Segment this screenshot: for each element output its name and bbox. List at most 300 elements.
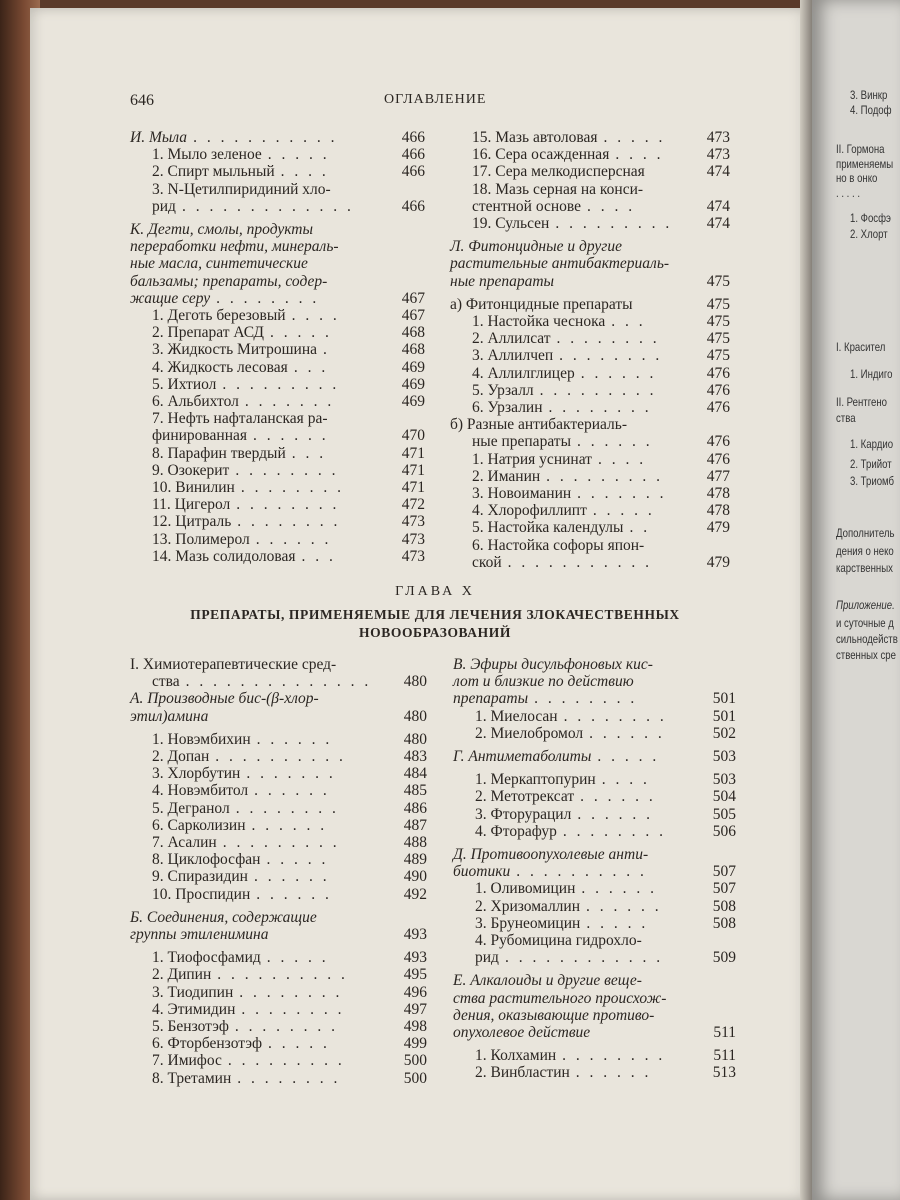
- toc-entry: [130, 181, 425, 198]
- toc-page-number: 478: [706, 502, 730, 520]
- toc-entry: [130, 1052, 427, 1069]
- toc-entry: [130, 513, 425, 530]
- toc-entry: [450, 485, 730, 502]
- toc-column-left-top: [130, 129, 425, 565]
- toc-page-number: 497: [403, 1000, 427, 1018]
- toc-entry-title: 3. Тиодипин: [152, 983, 234, 1001]
- toc-entry-title: 4. Этимидин: [152, 1000, 236, 1018]
- toc-leader-dots: . . . . . . . . .: [539, 381, 657, 399]
- toc-entry-title: 15. Мазь автоловая: [472, 129, 598, 146]
- right-page-text-fragment: ства: [836, 411, 856, 425]
- toc-entry: [130, 341, 425, 358]
- toc-entry: [130, 393, 425, 410]
- toc-entry: [130, 376, 425, 393]
- toc-entry: [450, 255, 730, 272]
- toc-leader-dots: . . . . . . . .: [237, 1069, 341, 1087]
- right-page-text-fragment: применяемы: [836, 157, 894, 171]
- toc-leader-dots: . . . . . . . . . . . .: [504, 949, 664, 967]
- toc-page-number: 469: [401, 393, 425, 411]
- toc-entry-title: 17. Сера мелкодисперсная: [472, 163, 645, 181]
- toc-leader-dots: . . . .: [291, 307, 340, 325]
- toc-entry-title: 2. Дипин: [152, 966, 212, 984]
- toc-entry: [453, 972, 736, 989]
- toc-entry-title: 1. Тиофосфамид: [152, 949, 261, 967]
- toc-entry-title: 4. Аллилглицер: [472, 364, 575, 382]
- toc-entry: [450, 181, 730, 198]
- toc-page-number: 478: [706, 485, 730, 503]
- toc-entry: [450, 433, 730, 450]
- toc-page-number: 474: [706, 197, 730, 215]
- toc-leader-dots: . . . . . . . . . . .: [507, 553, 653, 571]
- toc-entry-title: 1. Колхамин: [475, 1047, 557, 1065]
- toc-entry: [130, 129, 425, 146]
- toc-entry: [453, 932, 736, 949]
- toc-entry: [130, 163, 425, 180]
- toc-leader-dots: . . . . . . . . . . . . .: [181, 197, 354, 215]
- toc-entry-title: 19. Сульсен: [472, 215, 550, 233]
- toc-column-right-bottom: [453, 656, 736, 1082]
- toc-page-number: 502: [712, 724, 736, 742]
- toc-entry: [130, 221, 425, 238]
- toc-leader-dots: . . . . . .: [576, 433, 653, 451]
- toc-page-number: 476: [706, 433, 730, 451]
- toc-page-number: 507: [712, 863, 736, 881]
- toc-page-number: 466: [401, 129, 425, 146]
- toc-entry-title: 9. Озокерит: [152, 461, 230, 479]
- toc-entry-title: ства растительного происхож-: [453, 989, 667, 1007]
- toc-entry: [130, 984, 427, 1001]
- toc-entry-title: 10. Винилин: [152, 479, 235, 497]
- toc-entry: [450, 238, 730, 255]
- toc-page-number: 468: [401, 341, 425, 359]
- toc-page-number: 473: [401, 530, 425, 548]
- toc-entry-title: 3. Брунеомицин: [475, 914, 581, 932]
- toc-page-number: 466: [401, 146, 425, 164]
- toc-entry: [453, 846, 736, 863]
- toc-entry: [453, 990, 736, 1007]
- toc-page-number: 500: [403, 1069, 427, 1087]
- toc-entry: [453, 1064, 736, 1081]
- toc-page-number: 471: [401, 479, 425, 497]
- toc-entry-title: рид: [475, 949, 499, 967]
- toc-entry-title: 9. Спиразидин: [152, 868, 248, 886]
- toc-entry-title: финированная: [152, 427, 248, 445]
- toc-page-number: 511: [713, 1047, 736, 1065]
- toc-entry: [453, 880, 736, 897]
- toc-leader-dots: . . . . . .: [253, 868, 330, 886]
- right-page-text-fragment: 2. Хлорт: [850, 227, 888, 241]
- toc-leader-dots: . . . . . . . .: [216, 289, 320, 307]
- toc-entry-title: Л. Фитонцидные и другие: [450, 238, 622, 256]
- toc-page-number: 492: [403, 885, 427, 903]
- toc-page-number: 508: [712, 897, 736, 915]
- toc-leader-dots: . . . . . .: [251, 816, 328, 834]
- toc-leader-dots: . . . . .: [603, 129, 666, 146]
- toc-entry: [450, 519, 730, 536]
- toc-page-number: 509: [712, 949, 736, 967]
- toc-leader-dots: . . . . . . . .: [236, 496, 340, 514]
- toc-leader-dots: . . . . .: [267, 146, 330, 164]
- toc-page-number: 471: [401, 461, 425, 479]
- toc-entry-title: жащие серу: [130, 289, 211, 307]
- page-header: [130, 92, 740, 114]
- toc-leader-dots: . . . . . . . . .: [227, 1052, 345, 1070]
- toc-entry: [130, 531, 425, 548]
- toc-entry-title: ства: [152, 673, 180, 691]
- toc-column-right-top: [450, 129, 730, 571]
- toc-leader-dots: . . . . . . . .: [234, 1018, 339, 1036]
- toc-leader-dots: . . .: [301, 547, 336, 565]
- toc-entry: [453, 771, 736, 788]
- toc-entry-title: 3. Жидкость Митрошина: [152, 341, 317, 359]
- toc-leader-dots: . . . . . .: [575, 1064, 652, 1082]
- toc-leader-dots: . . . .: [615, 146, 664, 164]
- toc-entry-title: 4. Новэмбитол: [152, 782, 249, 800]
- toc-entry: [130, 548, 425, 565]
- toc-entry-title: 2. Аллилсат: [472, 330, 551, 348]
- right-page-text-fragment: 2. Трийот: [850, 457, 892, 471]
- toc-leader-dots: . . . . . . . . . .: [215, 748, 346, 766]
- toc-entry-title: 5. Бензотэф: [152, 1018, 229, 1036]
- toc-entry-title: Б. Соединения, содержащие: [130, 908, 317, 926]
- toc-entry-title: препараты: [453, 690, 529, 708]
- toc-page-number: 503: [712, 748, 736, 766]
- toc-page-number: 467: [401, 307, 425, 325]
- chapter-title-line1: ПРЕПАРАТЫ, ПРИМЕНЯЕМЫЕ ДЛЯ ЛЕЧЕНИЯ ЗЛОКАЧЕСТВЕННЫХ: [190, 607, 680, 622]
- toc-entry: [130, 748, 427, 765]
- toc-page-number: 486: [403, 799, 427, 817]
- toc-entry: [450, 554, 730, 571]
- toc-entry: [130, 445, 425, 462]
- toc-page-number: 484: [403, 765, 427, 783]
- toc-entry: [130, 324, 425, 341]
- toc-leader-dots: . . . . . . . .: [240, 479, 344, 497]
- toc-leader-dots: . . . . . . . .: [235, 799, 339, 817]
- toc-page-number: 472: [401, 496, 425, 514]
- toc-page-number: 475: [706, 347, 730, 365]
- toc-page-number: 489: [403, 851, 427, 869]
- right-page-text-fragment: II. Рентгено: [836, 395, 887, 409]
- toc-entry-title: 4. Жидкость лесовая: [152, 358, 288, 376]
- toc-entry: [130, 656, 427, 673]
- toc-entry: [450, 399, 730, 416]
- toc-leader-dots: . . . . .: [592, 502, 655, 520]
- toc-entry-title: 5. Урзалл: [472, 381, 534, 399]
- toc-entry-title: стентной основе: [472, 197, 581, 215]
- toc-entry-title: 8. Циклофосфан: [152, 851, 261, 869]
- chapter-title: [130, 606, 740, 642]
- toc-entry-title: переработки нефти, минераль-: [130, 238, 339, 256]
- right-page-text-fragment: . . . . .: [836, 186, 861, 200]
- toc-entry-title: 5. Ихтиол: [152, 375, 217, 393]
- toc-entry-title: этил)амина: [130, 707, 209, 725]
- toc-entry: [453, 898, 736, 915]
- toc-page-number: 493: [403, 926, 427, 944]
- toc-page-number: 477: [706, 467, 730, 485]
- toc-entry-title: 6. Сарколизин: [152, 816, 246, 834]
- toc-entry: [450, 129, 730, 146]
- toc-entry: [130, 909, 427, 926]
- toc-entry: [130, 690, 427, 707]
- toc-page-number: 474: [706, 163, 730, 181]
- toc-leader-dots: . . . . . . . . . .: [217, 966, 348, 984]
- toc-leader-dots: . . . . . .: [581, 880, 658, 898]
- toc-page-number: 479: [706, 519, 730, 537]
- toc-column-left-bottom: [130, 656, 427, 1087]
- toc-leader-dots: . . . . . . . . .: [555, 215, 673, 233]
- toc-entry-title: биотики: [453, 863, 511, 881]
- toc-leader-dots: . . . . .: [268, 1035, 330, 1053]
- toc-page-number: 508: [712, 914, 736, 932]
- toc-leader-dots: . . . . .: [266, 949, 329, 967]
- toc-entry: [130, 462, 425, 479]
- toc-page-number: 470: [401, 427, 425, 445]
- toc-entry-title: 1. Натрия уснинат: [472, 450, 592, 468]
- toc-entry: [453, 806, 736, 823]
- toc-leader-dots: . . . . . .: [580, 788, 656, 806]
- toc-entry: [130, 273, 425, 290]
- toc-leader-dots: . . . . .: [586, 914, 649, 932]
- toc-leader-dots: . . . . . .: [253, 427, 329, 445]
- toc-entry-title: 2. Спирт мыльный: [152, 163, 275, 181]
- toc-entry-title: 1. Новэмбихин: [152, 730, 251, 748]
- toc-leader-dots: . . . . . . .: [244, 393, 335, 411]
- toc-page-number: 475: [706, 272, 730, 290]
- toc-entry-title: ные препараты: [472, 433, 571, 451]
- toc-leader-dots: . . . . . .: [256, 885, 332, 903]
- toc-page-number: 471: [401, 444, 425, 462]
- toc-entry: [453, 1024, 736, 1041]
- toc-entry-title: 3. Аллилчеп: [472, 347, 554, 365]
- right-page-text-fragment: 4. Подоф: [850, 103, 892, 117]
- toc-entry-title: 1. Меркаптопурин: [475, 771, 596, 789]
- toc-leader-dots: . . . . . . . .: [559, 347, 663, 365]
- toc-entry: [453, 725, 736, 742]
- chapter-title-line2: НОВООБРАЗОВАНИЙ: [359, 625, 511, 640]
- toc-page-number: 473: [401, 547, 425, 565]
- toc-leader-dots: . . . . . . . .: [237, 513, 341, 531]
- toc-entry-title: группы этиленимина: [130, 926, 269, 944]
- toc-entry: [453, 915, 736, 932]
- right-page-text-fragment: II. Гормона: [836, 142, 885, 156]
- toc-page-number: 506: [712, 822, 736, 840]
- toc-entry: [453, 656, 736, 673]
- toc-entry-title: 1. Миелосан: [475, 707, 558, 725]
- toc-entry-title: В. Эфиры дисульфоновых кис-: [453, 656, 653, 673]
- toc-leader-dots: . . . . . .: [586, 897, 662, 915]
- toc-entry: [130, 868, 427, 885]
- toc-page-number: 503: [712, 771, 736, 789]
- toc-leader-dots: . . . . . . . . . . . . . .: [185, 673, 372, 691]
- toc-entry: [130, 782, 427, 799]
- toc-entry-title: дения, оказывающие противо-: [453, 1006, 655, 1024]
- toc-entry: [450, 273, 730, 290]
- toc-entry: [130, 949, 427, 966]
- toc-page-number: 480: [403, 730, 427, 748]
- toc-entry: [130, 834, 427, 851]
- toc-entry-title: 6. Урзалин: [472, 399, 543, 417]
- toc-entry-title: 6. Фторбензотэф: [152, 1035, 263, 1053]
- toc-entry: [453, 1047, 736, 1064]
- toc-entry-title: 7. Нефть нафталанская ра-: [152, 410, 328, 428]
- toc-entry: [130, 765, 427, 782]
- toc-entry: [453, 949, 736, 966]
- toc-entry-title: 3. Фторурацил: [475, 805, 572, 823]
- toc-entry-title: 14. Мазь солидоловая: [152, 547, 296, 565]
- toc-leader-dots: . . . . . . . . . .: [516, 863, 647, 881]
- toc-entry-title: 5. Настойка календулы: [472, 519, 624, 537]
- toc-entry-title: 1. Мыло зеленое: [152, 146, 262, 164]
- toc-page-number: 476: [706, 364, 730, 382]
- toc-entry-title: 1. Настойка чеснока: [472, 313, 606, 331]
- toc-page-number: 476: [706, 450, 730, 468]
- toc-entry: [130, 238, 425, 255]
- toc-entry: [130, 359, 425, 376]
- toc-leader-dots: . . .: [293, 358, 329, 376]
- toc-page-number: 499: [403, 1035, 427, 1053]
- toc-page-number: 466: [401, 163, 425, 181]
- toc-page-number: 485: [403, 782, 427, 800]
- toc-entry: [130, 1070, 427, 1087]
- book-page-right: [812, 0, 900, 1200]
- toc-entry: [130, 800, 427, 817]
- toc-entry: [453, 690, 736, 707]
- toc-entry-title: И. Мыла: [130, 129, 188, 146]
- right-page-text-fragment: Дополнитель: [836, 526, 895, 540]
- toc-page-number: 495: [403, 966, 427, 984]
- toc-page-number: 501: [712, 707, 736, 725]
- right-page-text-fragment: сильнодейств: [836, 632, 898, 646]
- toc-entry: [130, 926, 427, 943]
- toc-entry: [450, 198, 730, 215]
- toc-entry: [450, 215, 730, 232]
- toc-page-number: 487: [403, 816, 427, 834]
- toc-entry-title: 3. N-Цетилпиридиний хло-: [152, 180, 331, 198]
- toc-entry: [450, 502, 730, 519]
- toc-entry-title: 2. Винбластин: [475, 1064, 570, 1082]
- toc-entry: [450, 330, 730, 347]
- toc-page-number: 474: [706, 215, 730, 233]
- page-number: 646: [130, 92, 154, 109]
- toc-entry: [453, 788, 736, 805]
- toc-entry-title: 5. Дегранол: [152, 799, 230, 817]
- toc-page-number: 480: [403, 707, 427, 725]
- toc-entry: [130, 966, 427, 983]
- toc-page-number: 469: [401, 375, 425, 393]
- toc-entry: [453, 748, 736, 765]
- toc-entry: [453, 673, 736, 690]
- toc-entry-title: 4. Фторафур: [475, 822, 557, 840]
- toc-page-number: 476: [706, 381, 730, 399]
- toc-page-number: 480: [403, 673, 427, 691]
- toc-entry-title: 8. Третамин: [152, 1069, 232, 1087]
- toc-entry: [130, 673, 427, 690]
- toc-page-number: 475: [706, 330, 730, 348]
- toc-entry-title: 12. Цитраль: [152, 513, 232, 531]
- toc-entry-title: А. Производные бис-(β-хлор-: [130, 690, 319, 708]
- toc-entry: [453, 1007, 736, 1024]
- toc-page-number: 469: [401, 358, 425, 376]
- right-page-text-fragment: и суточные д: [836, 616, 894, 630]
- toc-entry: [450, 468, 730, 485]
- toc-entry: [130, 410, 425, 427]
- toc-entry-title: 6. Альбихтол: [152, 393, 239, 411]
- toc-entry-title: 7. Асалин: [152, 834, 217, 852]
- toc-page-number: 511: [713, 1024, 736, 1042]
- toc-entry: [453, 708, 736, 725]
- toc-leader-dots: . . . . . .: [256, 730, 333, 748]
- toc-entry: [450, 416, 730, 433]
- toc-page-number: 507: [712, 880, 736, 898]
- toc-leader-dots: . . . . . . .: [577, 485, 667, 503]
- right-page-text-fragment: ственных сре: [836, 648, 896, 662]
- toc-leader-dots: . . . . . . . . .: [222, 375, 340, 393]
- toc-page-number: 468: [401, 324, 425, 342]
- toc-entry-title: 1. Деготь березовый: [152, 307, 286, 325]
- toc-leader-dots: . . . . . .: [254, 782, 330, 800]
- toc-page-number: 490: [403, 868, 427, 886]
- toc-entry-title: 2. Иманин: [472, 467, 541, 485]
- toc-entry-title: 3. Хлорбутин: [152, 765, 241, 783]
- right-page-text-fragment: дения о неко: [836, 544, 894, 558]
- toc-leader-dots: . . .: [611, 313, 646, 331]
- toc-page-number: 496: [403, 983, 427, 1001]
- toc-entry-title: 18. Мазь серная на конси-: [472, 180, 644, 198]
- toc-entry-title: лот и близкие по действию: [453, 673, 634, 691]
- toc-leader-dots: . . . . . . . .: [239, 983, 343, 1001]
- toc-entry-title: 2. Метотрексат: [475, 788, 575, 806]
- toc-leader-dots: . . . . . . .: [246, 765, 336, 783]
- toc-leader-dots: . . . .: [597, 450, 647, 468]
- header-title: ОГЛАВЛЕНИЕ: [384, 92, 487, 107]
- toc-entry-title: 4. Хлорофиллипт: [472, 502, 587, 520]
- toc-leader-dots: . . . . . . . .: [562, 1047, 666, 1065]
- toc-entry: [130, 307, 425, 324]
- toc-page-number: 476: [706, 399, 730, 417]
- toc-entry: [130, 731, 427, 748]
- toc-page-number: 473: [706, 129, 730, 146]
- toc-leader-dots: . . . . .: [597, 748, 660, 766]
- toc-entry: [130, 1018, 427, 1035]
- toc-entry: [130, 146, 425, 163]
- toc-entry: [130, 886, 427, 903]
- toc-entry-title: 2. Препарат АСД: [152, 324, 264, 342]
- toc-entry-title: рид: [152, 197, 176, 215]
- toc-entry-title: бальзамы; препараты, содер-: [130, 272, 328, 290]
- toc-entry-title: К. Дегти, смолы, продукты: [130, 221, 313, 239]
- toc-leader-dots: . . . . . .: [577, 805, 653, 823]
- toc-leader-dots: . . . . . . . . .: [546, 467, 664, 485]
- toc-entry-title: ные препараты: [450, 272, 555, 290]
- toc-entry-title: Д. Противоопухолевые анти-: [453, 846, 649, 864]
- toc-page-number: 504: [712, 788, 736, 806]
- toc-entry: [450, 296, 730, 313]
- toc-entry-title: 2. Допан: [152, 748, 210, 766]
- right-page-text-fragment: 3. Триомб: [850, 474, 895, 488]
- toc-entry-title: опухолевое действие: [453, 1024, 591, 1042]
- toc-entry: [130, 851, 427, 868]
- toc-entry-title: 1. Оливомицин: [475, 880, 576, 898]
- toc-entry: [450, 382, 730, 399]
- toc-leader-dots: . .: [629, 519, 651, 537]
- toc-entry-title: 11. Цигерол: [152, 496, 231, 514]
- toc-entry: [130, 479, 425, 496]
- right-page-text-fragment: карственных: [836, 561, 893, 575]
- toc-page-number: 475: [706, 313, 730, 331]
- toc-leader-dots: . . . . . . . .: [556, 330, 660, 348]
- toc-entry-title: 13. Полимерол: [152, 530, 250, 548]
- toc-leader-dots: . . . .: [601, 771, 650, 789]
